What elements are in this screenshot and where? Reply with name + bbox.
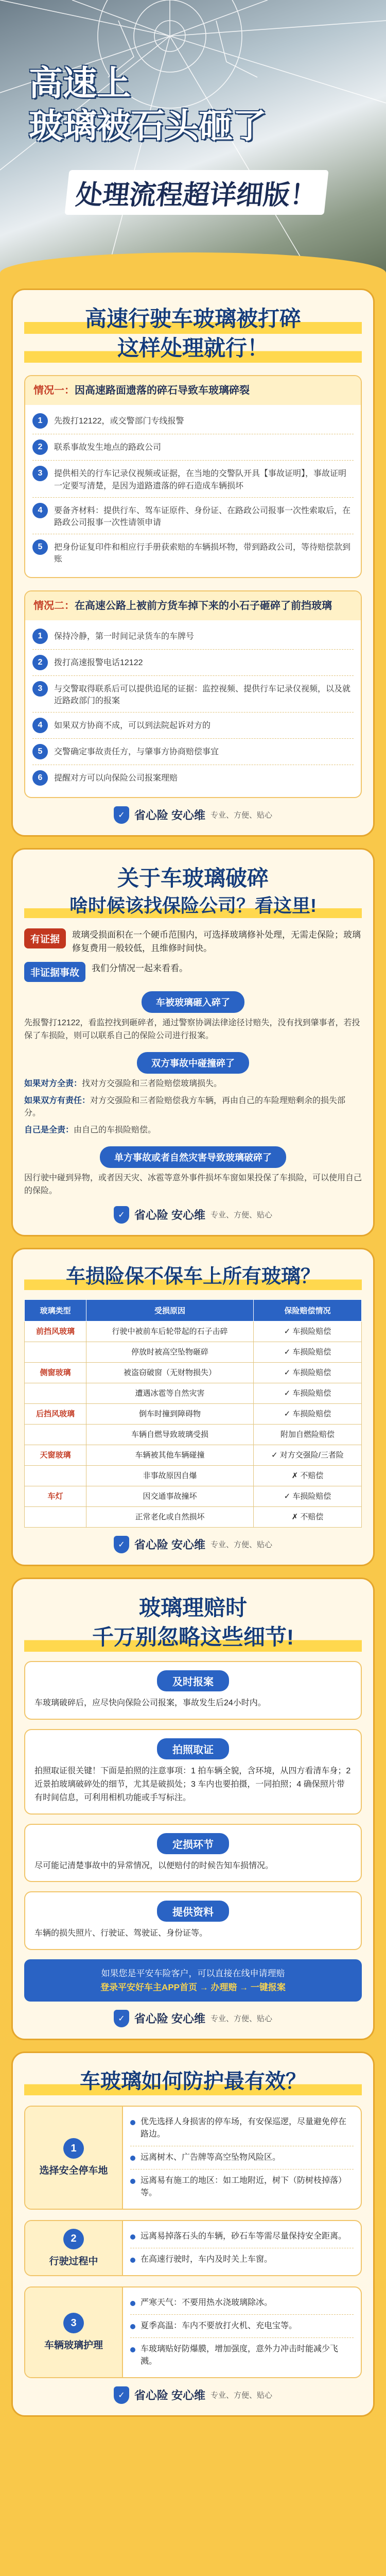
table-row [25,1403,362,1424]
section5-title-text: 车玻璃如何防护最有效？ [24,2067,362,2095]
step-item [32,534,354,570]
detail-heading: 定损环节 [157,1833,229,1854]
step-text: 与交警取得联系后可以提供追尾的证据：监控视频、提供行车记录仪视频，以及就近路政部门的报案 [54,684,351,705]
glass-type-cell: 侧窗玻璃 [25,1362,86,1383]
section4-title-line1: 玻璃理赔时 [138,1595,247,1620]
case-text: 玻璃受损面积在一个硬币范围内，可选择玻璃修补处理，无需走保险；玻璃修复费用一般较低，且维修时间快。 [72,930,361,953]
cause-cell: 遭遇冰雹等自然灾害 [86,1383,254,1403]
tip-number: 3 [63,2313,84,2333]
step-number: 4 [32,718,48,733]
tip-point [130,2338,354,2373]
coverage-cell: 附加自燃险赔偿 [253,1424,361,1445]
step-text: 保持冷静，第一时间记录货车的车牌号 [54,632,195,641]
glass-type-cell: 车灯 [25,1486,86,1506]
bullet-icon [130,2120,135,2125]
brand-footer [24,1528,362,1555]
step-item [32,765,354,791]
bullet-icon [130,2156,135,2161]
step-item [32,434,354,461]
glass-type-cell: 前挡风玻璃 [25,1321,86,1342]
coverage-cell: ✓ 车损险赔偿 [253,1403,361,1424]
tip-point-text: 夏季高温：车内不要放打火机、充电宝等。 [141,2321,297,2330]
tip-block [24,2286,362,2378]
subheading-pill: 单方事故或者自然灾害导致玻璃破碎了 [100,1146,286,1168]
case-row [24,928,362,955]
step-number: 3 [32,681,48,697]
brand-name: 省心险 安心维 [134,2389,206,2402]
glass-type-cell [25,1424,86,1445]
brand-footer [24,2002,362,2029]
cause-cell: 车辆自燃导致玻璃受损 [86,1424,254,1445]
table-row [25,1342,362,1362]
glass-type-cell [25,1342,86,1362]
column-header: 受损原因 [86,1299,254,1321]
detail-heading: 及时报案 [157,1670,229,1691]
line-value: 对方交强险和三者险赔偿我方车辆，再由自己的车险理赔剩余的损失部分。 [24,1096,346,1118]
brand-footer [24,798,362,826]
coverage-cell: ✓ 车损险赔偿 [253,1486,361,1506]
brand-slogan: 专业、方便、贴心 [210,1540,273,1550]
responsibility-line [24,1095,362,1121]
section1-title [24,304,362,363]
table-row [25,1321,362,1342]
step-text: 提醒对方可以向保险公司报案理赔 [54,773,178,783]
shield-icon: ✓ [114,1536,129,1553]
shield-icon: ✓ [114,1206,129,1224]
coverage-cell: ✓ 车损险赔偿 [253,1321,361,1342]
glass-type-cell: 后挡风玻璃 [25,1403,86,1424]
detail-heading: 提供资料 [157,1901,229,1922]
step-text: 把身份证复印件和相应行手册获索赔的车辆损坏物，带到路政公司，等待赔偿款到账 [54,543,351,564]
scene1-title: 因高速路面遗落的碎石导致车玻璃碎裂 [75,385,250,397]
tip-point-text: 远离易掉落石头的车辆，砂石车等需尽量保持安全距离。 [141,2231,347,2241]
tip-point [130,2225,354,2248]
case-text: 我们分情况一起来看看。 [92,963,188,974]
line-key: 如果双方有责任： [24,1096,91,1105]
step-text: 交警确定事故责任方，与肇事方协商赔偿事宜 [54,747,219,756]
responsibility-line [24,1124,362,1137]
tip-name: 车辆玻璃护理 [44,2340,103,2351]
step-number: 1 [32,629,48,644]
step-item [32,676,354,713]
responsibility-line [24,1078,362,1091]
hero-band [0,252,386,289]
bullet-icon [130,2301,135,2306]
section-protection-tips [11,2052,375,2417]
step-text: 先拨打12122，或交警部门专线报警 [54,417,184,426]
step-item [32,623,354,650]
tip-points [123,2287,361,2377]
tip-category [25,2287,123,2377]
table-row [25,1486,362,1506]
step-text: 提供相关的行车记录仪视频或证据，在当地的交警队开具【事故证明】，事故证明一定要写清楚，是因为道路遗落的碎石造成车辆损坏 [54,469,347,490]
coverage-cell: ✓ 对方交强险/三者险 [253,1445,361,1465]
cause-cell: 正常老化或自然损坏 [86,1506,254,1527]
tip-category [25,2221,123,2275]
hero-title [29,62,267,147]
brand-slogan: 专业、方便、贴心 [210,811,273,820]
section5-title [24,2067,362,2095]
line-key: 自己是全责： [24,1126,74,1135]
glass-type-cell [25,1465,86,1486]
brand-name: 省心险 安心维 [134,1209,206,1222]
step-number: 5 [32,539,48,555]
scene2-title: 在高速公路上被前方货车掉下来的小石子砸碎了前挡玻璃 [75,600,332,612]
cause-cell: 倒车时撞到障碍物 [86,1403,254,1424]
line-value: 找对方交强险和三者险赔偿玻璃损失。 [82,1079,222,1088]
scene2-steps [25,620,361,797]
glass-type-cell: 天窗玻璃 [25,1445,86,1465]
step-number: 6 [32,770,48,786]
tip-block [24,2106,362,2210]
section2-title-line1: 关于车玻璃破碎 [117,866,269,890]
detail-card [24,1824,362,1882]
hero-title-line1: 高速上 [29,64,131,102]
step-item [32,650,354,676]
brand-footer [24,2378,362,2406]
section3-title [24,1264,362,1290]
tip-point [130,2248,354,2271]
step-number: 4 [32,503,48,518]
shield-icon: ✓ [114,2386,129,2404]
detail-body: 车玻璃破碎后，应尽快向保险公司报案，事故发生后24小时内。 [34,1699,266,1708]
tip-number: 2 [63,2229,84,2249]
case-tag: 非证据事故 [24,962,85,982]
table-row [25,1445,362,1465]
subheading-pill: 双方事故中碰撞碎了 [137,1052,249,1074]
column-header: 保险赔偿情况 [253,1299,361,1321]
scene-card-1 [24,375,362,578]
step-number: 2 [32,655,48,670]
section-claim-details [11,1578,375,2040]
step-item [32,713,354,739]
scene1-steps [25,405,361,577]
table-row [25,1465,362,1486]
coverage-cell: ✓ 车损险赔偿 [253,1342,361,1362]
section3-title-text: 车损险保不保车上所有玻璃？ [24,1264,362,1290]
scene1-heading [25,376,361,405]
table-row [25,1362,362,1383]
table-header-row [25,1299,362,1321]
detail-heading: 拍照取证 [157,1738,229,1759]
table-row [25,1383,362,1403]
tip-category [25,2107,123,2209]
step-item [32,408,354,434]
coverage-cell: ✓ 车损险赔偿 [253,1383,361,1403]
bullet-icon [130,2179,135,2184]
step-item [32,498,354,534]
brand-name: 省心险 安心维 [134,809,206,822]
step-number: 5 [32,744,48,759]
tip-name: 选择安全停车地 [39,2165,108,2177]
scene2-heading [25,591,361,620]
notice-line2: 登录平安好车主APP首页 → 办理赔 → 一键报案 [100,1982,286,1992]
detail-body: 拍照取证很关键！下面是拍照的注意事项：1 拍车辆全貌，含环境，从四方看清车身；2 近景拍玻璃破碎处的细节，尤其是破损处；3 车内也要拍摄，一同拍照；4 确保照片带有时间信息，可利用相机功能或手写标注。 [34,1766,351,1803]
line-key: 如果对方全责： [24,1079,82,1088]
tip-point [130,2292,354,2315]
section4-title [24,1594,362,1652]
cause-cell: 停放时被高空坠物砸碎 [86,1342,254,1362]
step-text: 要备齐材料：提供行车、驾车证原件、身份证、在路政公司报事一次性索取后，在路政公司报事一次性请领申请 [54,506,351,527]
section-when-claim [11,848,375,1236]
tip-point-text: 远离树木、广告牌等高空坠物风险区。 [141,2153,281,2162]
hero-banner [0,0,386,289]
step-item [32,461,354,497]
glass-type-cell [25,1383,86,1403]
coverage-cell: ✓ 车损险赔偿 [253,1362,361,1383]
step-item [32,739,354,765]
notice-line1: 如果您是平安车险客户，可以直接在线申请理赔 [101,1968,285,1978]
section4-title-line2: 千万别忽略这些细节! [24,1623,362,1652]
step-number: 3 [32,466,48,481]
bullet-icon [130,2234,135,2240]
detail-body: 尽可能记清楚事故中的异常情况，以便赔付的时候告知车损情况。 [34,1861,274,1870]
brand-slogan: 专业、方便、贴心 [210,2391,273,2400]
tip-points [123,2221,361,2275]
coverage-table [24,1299,362,1528]
paragraph: 先报警打12122，看监控找到砸碎者，通过警察协调法律途径讨赔失，没有找到肇事者，若投保了车损险，则可以联系自己的保险公司进行报案。 [24,1019,360,1040]
detail-card [24,1661,362,1719]
paragraph: 因行驶中碰到异物，或者因天灾、冰雹等意外事件损坏车窗如果投保了车损险，可以使用自己的保险。 [24,1173,362,1195]
step-text: 如果双方协商不成，可以到法院起诉对方的 [54,721,211,730]
case-list [24,928,362,982]
table-row [25,1424,362,1445]
tip-point-text: 远离易有施工的地区：如工地附近，树下（防树枝掉落）等。 [141,2176,347,2197]
section-coverage-table [11,1248,375,1566]
bullet-icon [130,2324,135,2329]
tip-number: 1 [63,2138,84,2159]
brand-name: 省心险 安心维 [134,1538,206,1552]
cause-cell: 非事故原因自爆 [86,1465,254,1486]
section2-title-line2: 啥时候该找保险公司？看这里! [24,893,362,919]
tip-point [130,2111,354,2146]
line-value: 由自己的车损险赔偿。 [74,1126,156,1135]
section1-title-line2: 这样处理就行！ [24,334,362,363]
brand-footer [24,1198,362,1226]
tip-point [130,2315,354,2338]
column-header: 玻璃类型 [25,1299,86,1321]
detail-body: 车辆的损失照片、行驶证、驾驶证、身份证等。 [34,1929,208,1938]
section2-title [24,864,362,918]
cause-cell: 车辆被其他车辆碰撞 [86,1445,254,1465]
step-number: 1 [32,413,48,429]
scene-card-2 [24,590,362,798]
step-number: 2 [32,439,48,455]
glass-type-cell [25,1506,86,1527]
tip-point-text: 在高速行驶时，车内及时关上车窗。 [141,2255,273,2264]
tip-points [123,2107,361,2209]
section1-title-line1: 高速行驶车玻璃被打碎 [24,304,362,334]
shield-icon: ✓ [114,806,129,824]
step-text: 拨打高速报警电话12122 [54,658,143,667]
tip-point-text: 优先选择人身损害的停车场，有安保巡逻，尽量避免停在路边。 [141,2117,347,2139]
tip-point [130,2170,354,2205]
cause-cell: 因交通事故撞坏 [86,1486,254,1506]
tip-block [24,2220,362,2276]
table-body [25,1321,362,1527]
detail-card [24,1729,362,1815]
brand-slogan: 专业、方便、贴心 [210,2014,273,2024]
bullet-icon [130,2347,135,2352]
hero-title-line2: 玻璃被石头砸了 [29,106,267,145]
brand-name: 省心险 安心维 [134,2012,206,2026]
scene1-label: 情况一： [33,385,75,397]
section-handling-process [11,289,375,837]
case-row [24,962,362,982]
coverage-cell: ✗ 不赔偿 [253,1506,361,1527]
tip-point [130,2146,354,2170]
cause-cell: 行驶中被前车后轮带起的石子击碎 [86,1321,254,1342]
tip-point-text: 严寒天气：不要用热水浇玻璃除冰。 [141,2298,273,2307]
shield-icon: ✓ [114,2010,129,2027]
claim-notice [24,1959,362,2002]
table-row [25,1506,362,1527]
tip-name: 行驶过程中 [49,2256,98,2267]
cause-cell: 被盗窃破窗（无财物损失） [86,1362,254,1383]
scene2-label: 情况二： [33,600,75,612]
case-tag: 有证据 [24,928,66,948]
coverage-cell: ✗ 不赔偿 [253,1465,361,1486]
hero-subtitle: 处理流程超详细版！ [64,170,328,215]
step-text: 联系事故发生地点的路政公司 [54,443,162,452]
detail-card [24,1891,362,1950]
brand-slogan: 专业、方便、贴心 [210,1211,273,1220]
subheading-pill: 车被玻璃砸入碎了 [142,991,244,1013]
tip-point-text: 车玻璃贴好防爆膜，增加强度，意外力冲击时能减少飞溅。 [141,2344,339,2366]
bullet-icon [130,2258,135,2263]
